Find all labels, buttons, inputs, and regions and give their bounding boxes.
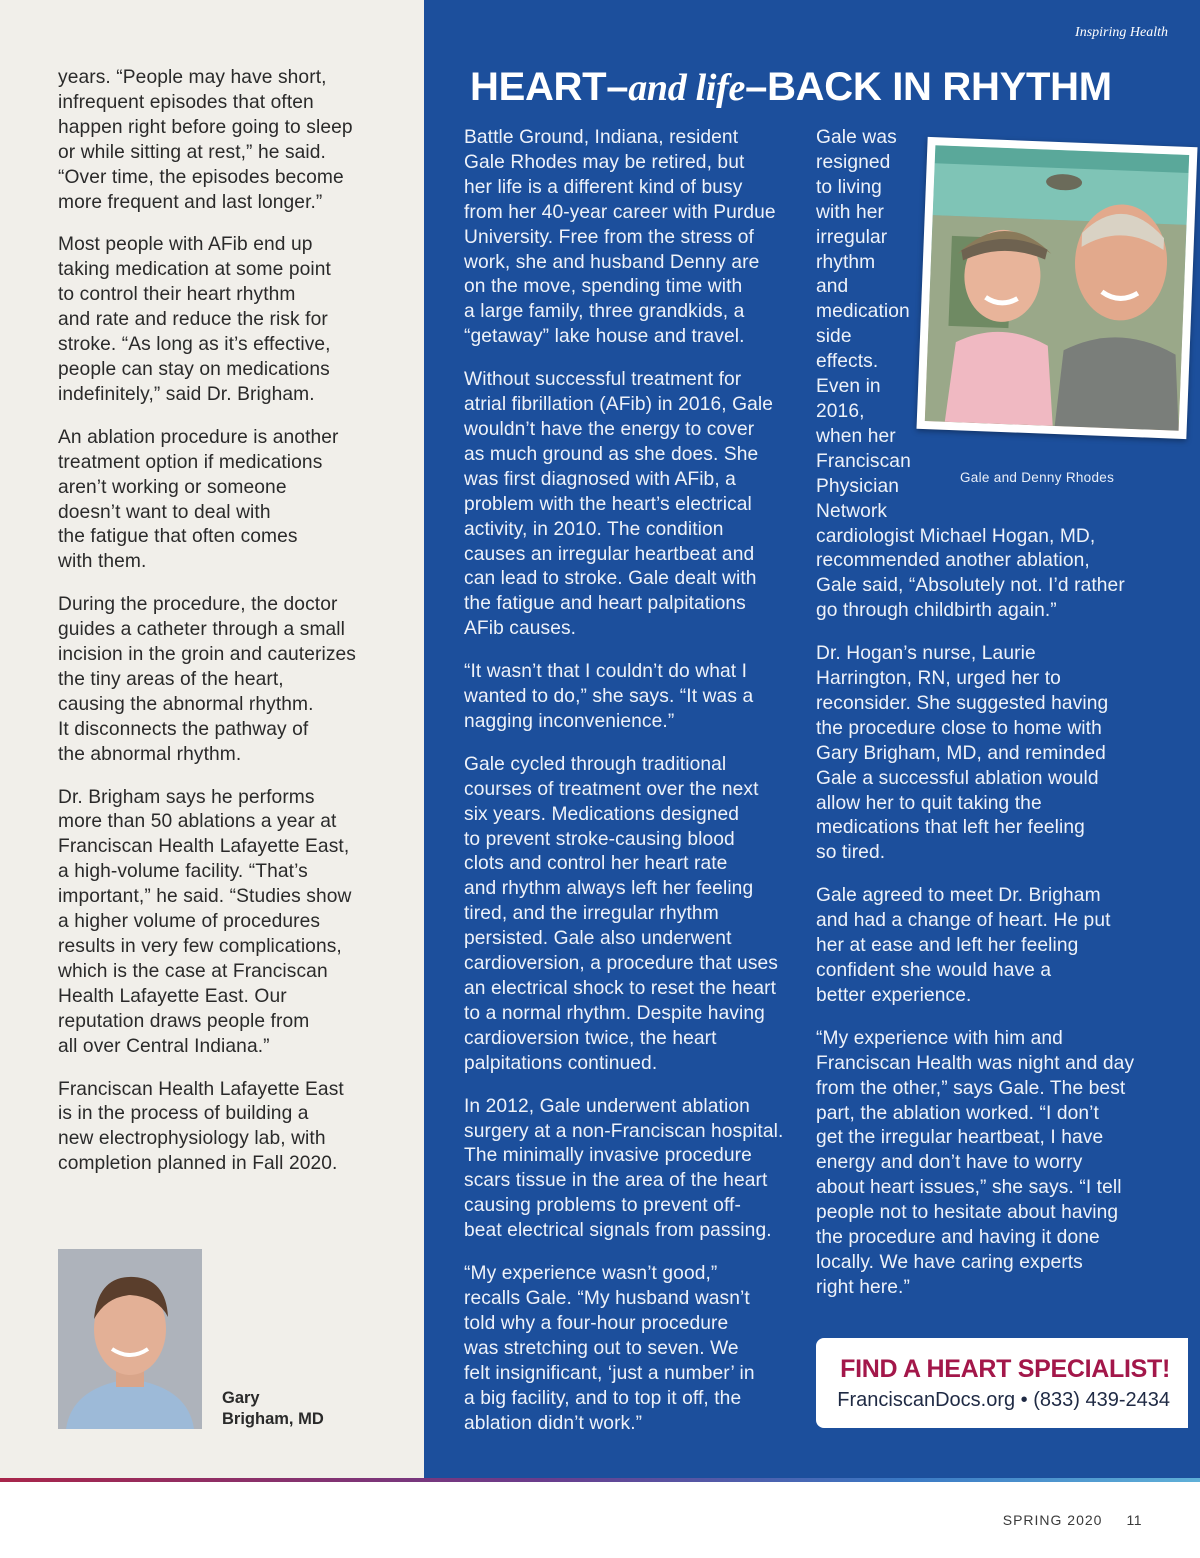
article-line: Even in — [816, 376, 881, 398]
article-line: Dr. Brigham says he performs — [58, 786, 315, 808]
article-line: a big facility, and to top it off, the — [464, 1387, 742, 1409]
article-line: Franciscan — [816, 450, 911, 472]
article-line: cardioversion twice, the heart — [464, 1027, 717, 1049]
article-line: causing problems to prevent off- — [464, 1195, 741, 1217]
article-line: a large family, three grandkids, a — [464, 301, 745, 323]
article-line: cardioversion, a procedure that uses — [464, 953, 778, 975]
article-paragraph — [58, 1078, 378, 1178]
article-paragraph — [464, 368, 798, 642]
article-paragraph — [58, 66, 378, 215]
headline-part-2: BACK IN RHYTHM — [767, 65, 1112, 109]
article-line: infrequent episodes that often — [58, 91, 314, 113]
doctor-headshot-illustration — [58, 1249, 202, 1429]
headline-italic: and life — [628, 67, 746, 109]
footer-divider — [0, 1478, 1200, 1482]
article-line: tired, and the irregular rhythm — [464, 903, 719, 925]
article-line: Gale said, “Absolutely not. I’d rather — [816, 575, 1125, 597]
article-line: with her — [816, 201, 884, 223]
article-line: a high-volume facility. “That’s — [58, 861, 308, 883]
article-line: was stretching out to seven. We — [464, 1337, 739, 1359]
couple-photo — [916, 137, 1197, 439]
article-line: resigned — [816, 151, 891, 173]
article-line: University. Free from the stress of — [464, 226, 754, 248]
article-line: “My experience with him and — [816, 1027, 1063, 1049]
article-line: Gale Rhodes may be retired, but — [464, 151, 745, 173]
article-line: new electrophysiology lab, with — [58, 1128, 326, 1150]
article-line: from her 40-year career with Purdue — [464, 201, 776, 223]
article-line: surgery at a non-Franciscan hospital. — [464, 1120, 784, 1142]
article-line: completion planned in Fall 2020. — [58, 1153, 338, 1175]
article-line: work, she and husband Denny are — [464, 251, 760, 273]
article-line: was first diagnosed with AFib, a — [464, 468, 736, 490]
couple-photo-illustration — [925, 145, 1189, 431]
page-number: 11 — [1126, 1512, 1142, 1528]
article-paragraph — [464, 660, 798, 735]
article-line: can lead to stroke. Gale dealt with — [464, 568, 757, 590]
article-paragraph — [58, 426, 378, 575]
headline-dash-2: – — [745, 65, 768, 109]
article-line: to control their heart rhythm — [58, 284, 296, 306]
article-line: her at ease and left her feeling — [816, 935, 1079, 957]
article-line: years. “People may have short, — [58, 67, 327, 88]
article-line: scars tissue in the area of the heart — [464, 1170, 768, 1192]
article-line: from the other,” says Gale. The best — [816, 1077, 1126, 1099]
article-paragraph — [464, 126, 798, 350]
article-line: people not to hesitate about having — [816, 1202, 1119, 1224]
article-line: to prevent stroke-causing blood — [464, 828, 735, 850]
article-line: the procedure and having it done — [816, 1227, 1100, 1249]
article-line: confident she would have a — [816, 960, 1052, 981]
article-line: cardiologist Michael Hogan, MD, — [816, 525, 1096, 547]
article-line: about heart issues,” she says. “I tell — [816, 1177, 1122, 1199]
article-line: to living — [816, 176, 882, 198]
article-line: wanted to do,” she says. “It was a — [464, 686, 754, 708]
article-line: more than 50 ablations a year at — [58, 811, 337, 833]
article-line: a higher volume of procedures — [58, 911, 321, 933]
headshot-caption — [222, 1388, 362, 1430]
doctor-headshot — [58, 1249, 202, 1429]
article-paragraph — [464, 1095, 798, 1244]
article-line: It disconnects the pathway of — [58, 718, 309, 740]
article-line: Battle Ground, Indiana, resident — [464, 127, 739, 148]
article-headline — [470, 58, 1170, 118]
article-line: An ablation procedure is another — [58, 426, 339, 448]
article-line: people can stay on medications — [58, 358, 330, 380]
article-line: and had a change of heart. He put — [816, 910, 1111, 932]
article-line: felt insignificant, ‘just a number’ in — [464, 1362, 755, 1384]
article-line: locally. We have caring experts — [816, 1251, 1083, 1273]
article-line: The minimally invasive procedure — [464, 1145, 752, 1167]
article-line: which is the case at Franciscan — [58, 960, 328, 982]
article-line: Franciscan Health Lafayette East, — [58, 836, 350, 858]
callout-contact-link[interactable]: FranciscanDocs.org • (833) 439-2434 — [837, 1389, 1170, 1411]
article-line: aren’t working or someone — [58, 476, 287, 498]
article-paragraph — [58, 233, 378, 407]
photo-caption: Gale and Denny Rhodes — [960, 470, 1115, 485]
article-line: incision in the groin and cauterizes — [58, 644, 356, 666]
article-line: wouldn’t have the energy to cover — [464, 418, 755, 440]
article-line: Harrington, RN, urged her to — [816, 668, 1061, 690]
article-paragraph — [58, 593, 378, 767]
article-line: Without successful treatment for — [464, 369, 742, 391]
article-line: causes an irregular heartbeat and — [464, 543, 755, 565]
article-line: part, the ablation worked. “I don’t — [816, 1102, 1099, 1124]
callout-title: FIND A HEART SPECIALIST! — [840, 1355, 1170, 1383]
article-line: an electrical shock to reset the heart — [464, 978, 777, 999]
article-line: AFib causes. — [464, 618, 577, 640]
article-line: and rate and reduce the risk for — [58, 309, 328, 331]
article-line: important,” he said. “Studies show — [58, 886, 352, 908]
article-line: Most people with AFib end up — [58, 234, 313, 256]
page-footer — [1003, 1512, 1142, 1528]
headshot-caption-line: Brigham, MD — [222, 1410, 324, 1428]
article-line: indefinitely,” said Dr. Brigham. — [58, 383, 315, 405]
article-line: reconsider. She suggested having — [816, 692, 1109, 714]
article-line: recommended another ablation, — [816, 550, 1090, 572]
article-line: all over Central Indiana.” — [58, 1035, 270, 1057]
article-line: atrial fibrillation (AFib) in 2016, Gale — [464, 394, 774, 416]
article-line: During the procedure, the doctor — [58, 594, 338, 616]
article-paragraph — [464, 1262, 798, 1436]
article-paragraph — [58, 786, 378, 1060]
article-line: told why a four-hour procedure — [464, 1312, 729, 1334]
article-line: and rhythm always left her feeling — [464, 878, 754, 900]
article-line: Dr. Hogan’s nurse, Laurie — [816, 643, 1036, 665]
article-line: results in very few complications, — [58, 936, 342, 957]
article-line: the fatigue and heart palpitations — [464, 593, 746, 615]
article-line: as much ground as she does. She — [464, 443, 759, 465]
article-line: Gale was — [816, 127, 897, 148]
article-line: on the move, spending time with — [464, 276, 743, 298]
article-line: In 2012, Gale underwent ablation — [464, 1095, 750, 1117]
article-line: beat electrical signals from passing. — [464, 1220, 772, 1242]
article-line: and — [816, 276, 849, 298]
article-line: is in the process of building a — [58, 1103, 309, 1125]
article-line: problem with the heart’s electrical — [464, 493, 752, 515]
article-line: energy and don’t have to worry — [816, 1152, 1083, 1174]
article-line: Franciscan Health was night and day — [816, 1052, 1135, 1074]
article-line: clots and control her heart rate — [464, 853, 728, 875]
article-line: taking medication at some point — [58, 259, 331, 281]
article-line: her life is a different kind of busy — [464, 176, 743, 198]
article-line: Franciscan Health Lafayette East — [58, 1078, 344, 1100]
left-article-column — [58, 66, 378, 1195]
article-line: recalls Gale. “My husband wasn’t — [464, 1287, 750, 1309]
couple-photo-image — [925, 145, 1189, 431]
article-line: “My experience wasn’t good,” — [464, 1263, 718, 1285]
article-line: Network — [816, 500, 888, 522]
article-line: better experience. — [816, 984, 972, 1006]
article-line: “getaway” lake house and travel. — [464, 326, 745, 348]
article-line: the procedure close to home with — [816, 717, 1102, 739]
article-line: go through childbirth again.” — [816, 600, 1057, 622]
article-line: allow her to quit taking the — [816, 792, 1042, 814]
article-line: get the irregular heartbeat, I have — [816, 1127, 1104, 1149]
article-line: nagging inconvenience.” — [464, 710, 675, 732]
article-line: Physician — [816, 475, 900, 497]
article-line: medications that left her feeling — [816, 817, 1085, 839]
article-line: courses of treatment over the next — [464, 778, 759, 800]
article-line: activity, in 2010. The condition — [464, 518, 724, 540]
article-line: irregular — [816, 226, 888, 248]
article-line: ablation didn’t work.” — [464, 1412, 643, 1434]
middle-article-column — [464, 126, 798, 1454]
article-line: 2016, — [816, 400, 865, 422]
article-line: Health Lafayette East. Our — [58, 985, 287, 1007]
article-paragraph — [464, 753, 798, 1077]
article-line: treatment option if medications — [58, 451, 323, 473]
article-line: when her — [816, 425, 896, 447]
article-line: the tiny areas of the heart, — [58, 668, 284, 690]
article-line: the fatigue that often comes — [58, 526, 298, 548]
article-line: so tired. — [816, 842, 886, 864]
article-line: Gale cycled through traditional — [464, 753, 727, 775]
article-line: stroke. “As long as it’s effective, — [58, 334, 331, 356]
article-line: right here.” — [816, 1276, 910, 1298]
section-kicker: Inspiring Health — [1075, 25, 1168, 40]
article-line: “It wasn’t that I couldn’t do what I — [464, 661, 748, 683]
article-line: causing the abnormal rhythm. — [58, 693, 314, 715]
article-line: to a normal rhythm. Despite having — [464, 1002, 765, 1024]
article-line: doesn’t want to deal with — [58, 501, 271, 523]
headline-part-1: HEART — [470, 65, 607, 109]
article-paragraph — [816, 642, 1156, 866]
article-line: palpitations continued. — [464, 1052, 658, 1074]
article-line: with them. — [58, 551, 147, 573]
article-line: happen right before going to sleep — [58, 116, 353, 138]
article-paragraph — [816, 1027, 1156, 1301]
article-line: Gary Brigham, MD, and reminded — [816, 742, 1106, 764]
article-line: the abnormal rhythm. — [58, 743, 242, 765]
find-specialist-callout[interactable] — [816, 1338, 1188, 1428]
issue-label: SPRING 2020 — [1002, 1512, 1103, 1528]
article-line: persisted. Gale also underwent — [464, 928, 732, 950]
article-line: guides a catheter through a small — [58, 619, 346, 641]
article-line: rhythm — [816, 251, 876, 273]
article-line: or while sitting at rest,” he said. — [58, 141, 326, 163]
article-line: side — [816, 326, 852, 348]
article-line: Gale a successful ablation would — [816, 767, 1099, 789]
article-line: medication — [816, 301, 910, 323]
headline-dash-1: – — [606, 65, 629, 109]
article-paragraph — [816, 884, 1156, 1009]
article-line: effects. — [816, 351, 879, 373]
headshot-caption-line: Gary — [222, 1389, 260, 1407]
article-line: more frequent and last longer.” — [58, 191, 323, 213]
article-line: Gale agreed to meet Dr. Brigham — [816, 885, 1101, 907]
article-line: six years. Medications designed — [464, 803, 740, 825]
article-line: “Over time, the episodes become — [58, 166, 344, 188]
article-line: reputation draws people from — [58, 1010, 310, 1032]
